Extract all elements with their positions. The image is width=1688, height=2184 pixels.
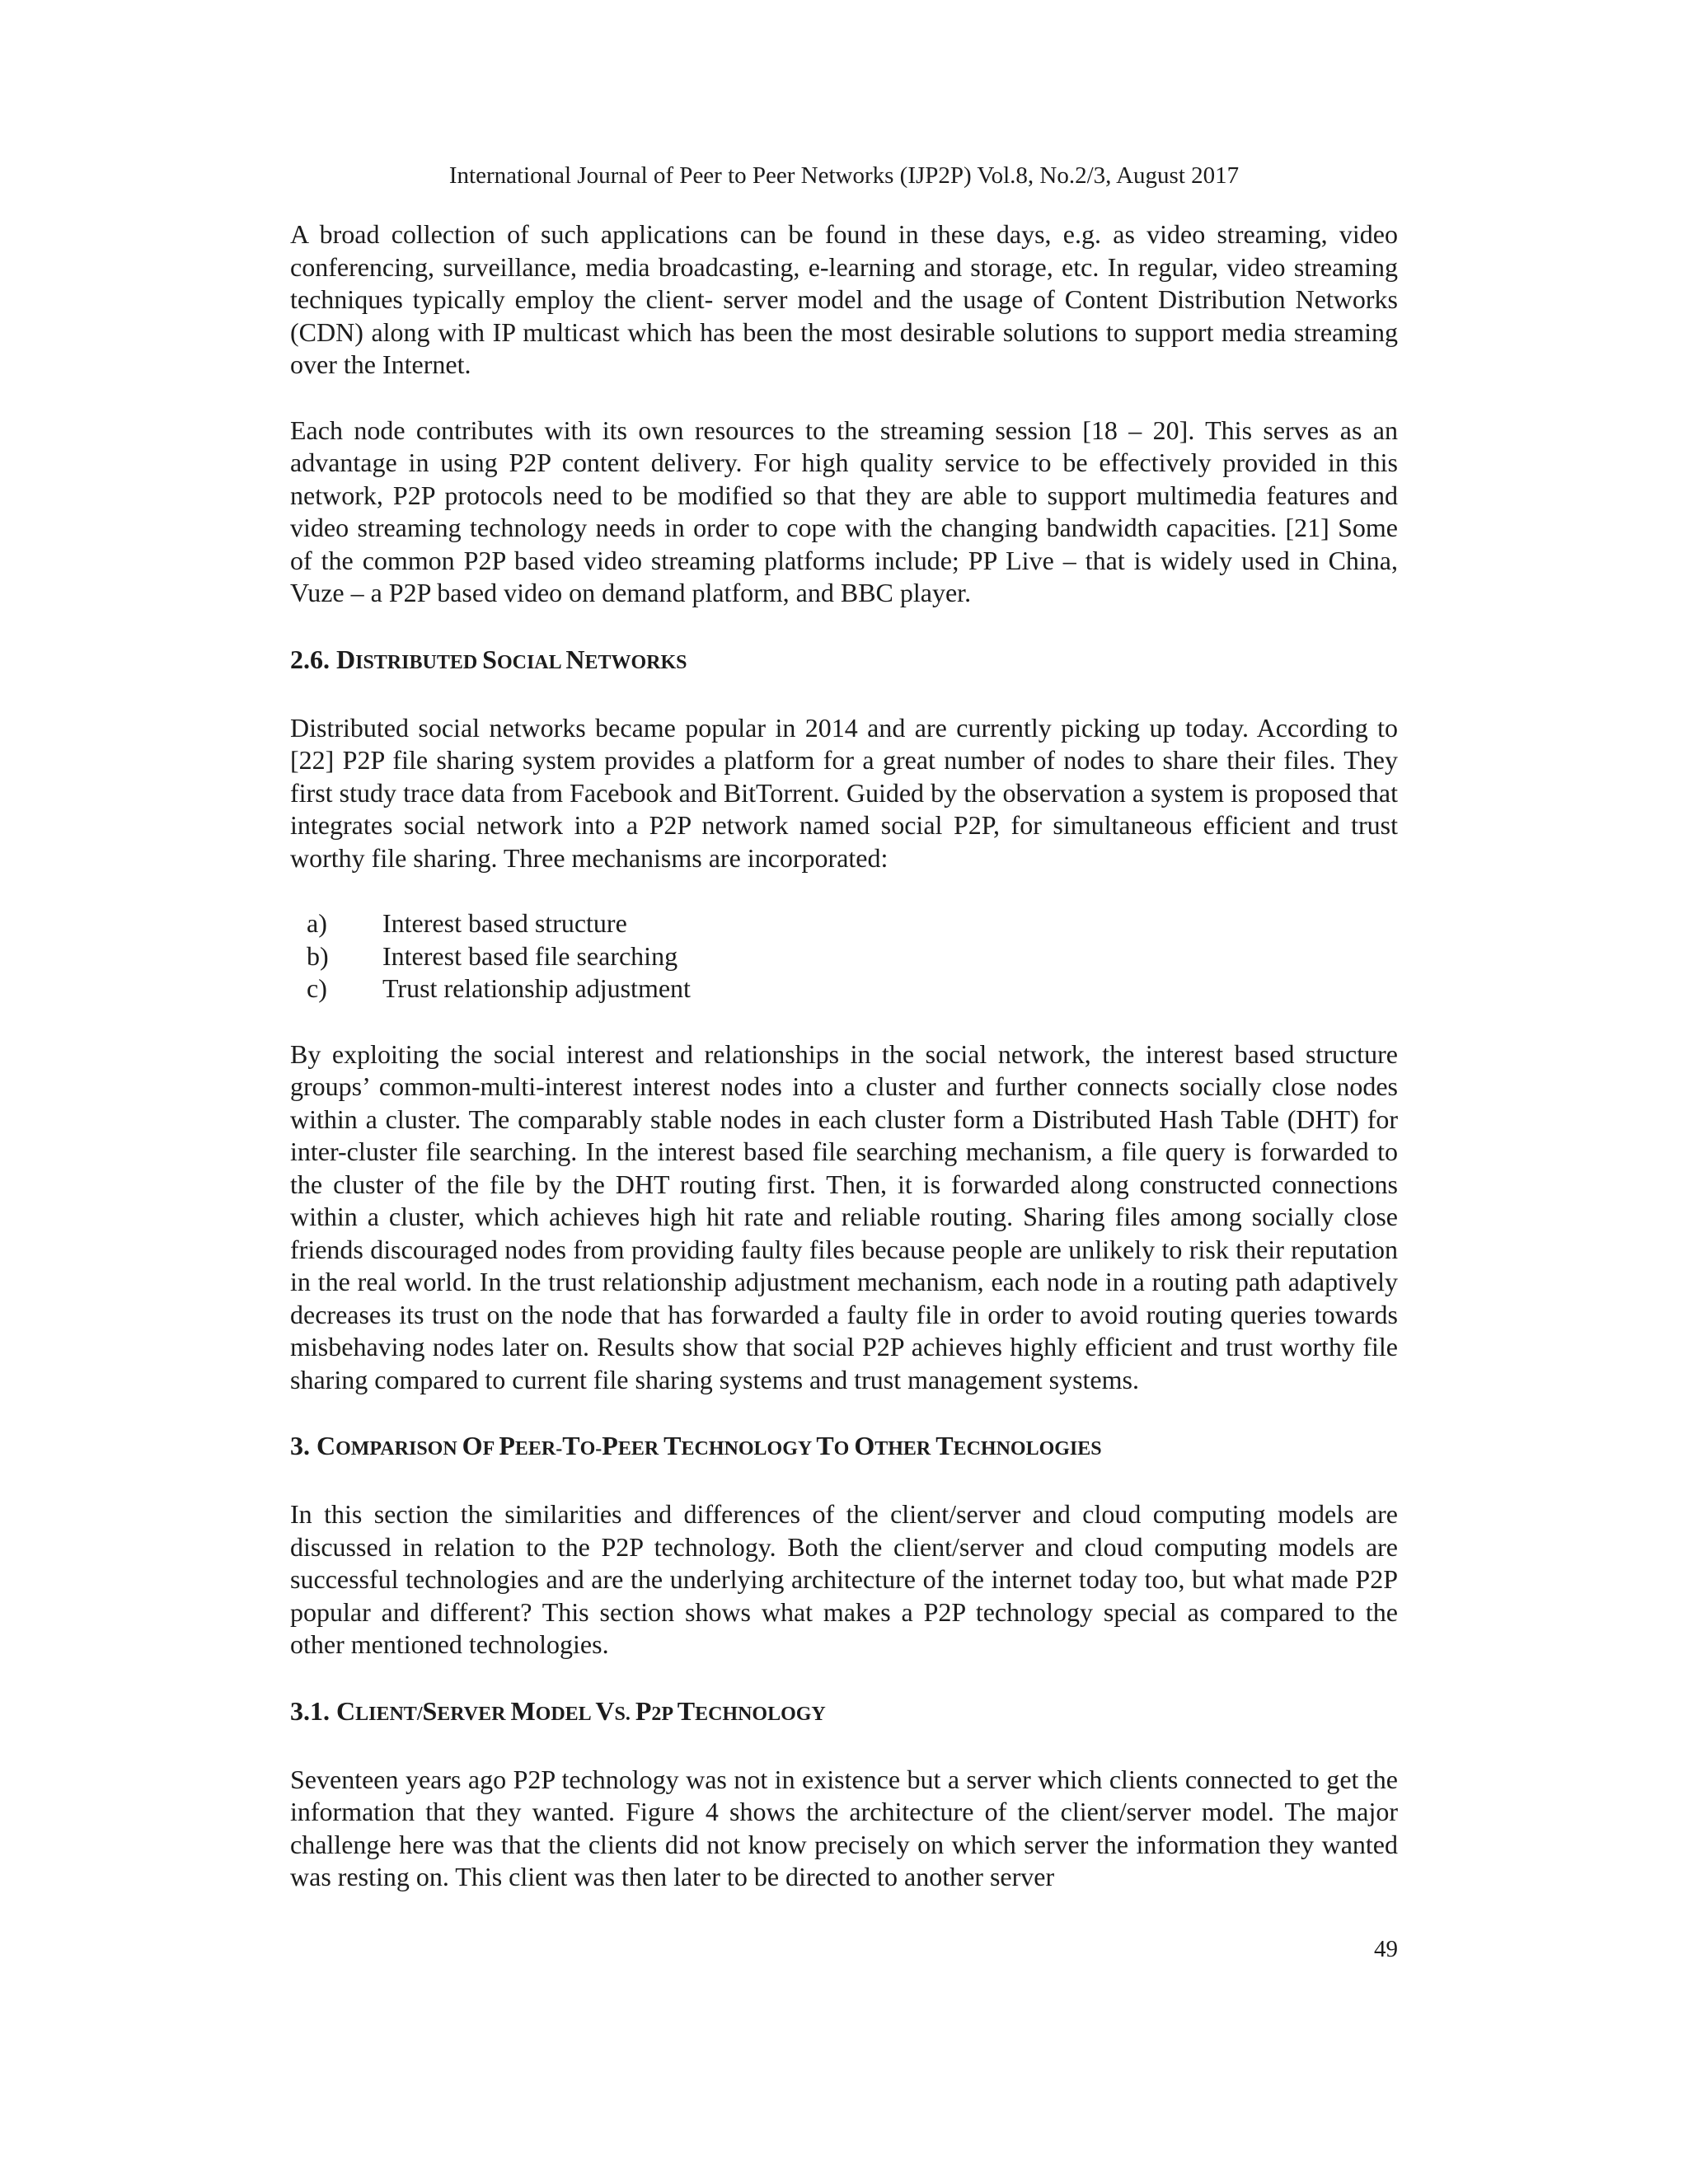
paragraph-comparison-intro: In this section the similarities and differences of the client/server and cloud computing models are discussed in relation to the P2P technology. Both the client/server and cloud computing models are successful technologies and are the underlying architecture of the internet today too, but what made P2P popular and different? This section shows what makes a P2P technology special as compared to the other mentioned technologies. — [290, 1499, 1398, 1659]
list-item-text: Interest based file searching — [382, 940, 678, 971]
section-number: 3.1. — [290, 1695, 330, 1726]
paragraph-social-p2p-mechanisms: By exploiting the social interest and relationships in the social network, the interest based structure groups’ common-multi-interest interest nodes into a cluster and further connects socially close nodes within a cluster. The comparably stable nodes in each cluster form a Distributed Hash Table (DHT) for inter-cluster file searching. In the interest based file searching mechanism, a file query is forwarded to the cluster of the file by the DHT routing first. Then, it is forwarded along constructed connections within a cluster, which achieves high hit rate and reliable routing. Sharing files among socially close friends discouraged nodes from providing faulty files because people are unlikely to risk their reputation in the real world. In the trust relationship adjustment mechanism, each node in a routing path adaptively decreases its trust on the node that has forwarded a faulty file in order to avoid routing queries towards misbehaving nodes later on. Results show that social P2P achieves highly efficient and trust worthy file sharing compared to current file sharing systems and trust management systems. — [290, 1038, 1398, 1394]
list-marker: a) — [307, 908, 327, 938]
paragraph-client-server-history: Seventeen years ago P2P technology was not in existence but a server which clients connected to get the information that they wanted. Figure 4 shows the architecture of the client/server model. The major challenge here was that the clients did not know precisely on which server the information they wanted was resting on. This client was then later to be directed to another server — [290, 1764, 1398, 1891]
list-item — [307, 907, 1398, 940]
list-item — [307, 972, 1398, 1005]
section-title: CLIENT/SERVER MODEL VS. P2P TECHNOLOGY — [336, 1695, 826, 1726]
article-body — [290, 218, 1398, 1927]
section-number: 3. — [290, 1431, 310, 1460]
paragraph-video-streaming-applications: A broad collection of such applications can be found in these days, e.g. as video streaming, video conferencing, surveillance, media broadcasting, e-learning and storage, etc. In regular, video streaming techniques typically employ the client- server model and the usage of Content Distribution Networks (CDN) along with IP multicast which has been the most desirable solutions to support media streaming over the Internet. — [290, 219, 1398, 379]
list-item — [307, 940, 1398, 973]
page-number: 49 — [1374, 1936, 1398, 1962]
running-header: International Journal of Peer to Peer Networks (IJP2P) Vol.8, No.2/3, August 2017 — [448, 162, 1240, 189]
paragraph-distributed-social-networks: Distributed social networks became popular in 2014 and are currently picking up today. According to [22] P2P file sharing system provides a platform for a great number of nodes to share their files. They first study trace data from Facebook and BitTorrent. Guided by the observation a system is proposed that integrates social network into a P2P network named social P2P, for simultaneous efficient and trust worthy file sharing. Three mechanisms are incorporated: — [290, 712, 1398, 873]
list-item-text: Interest based structure — [382, 908, 627, 938]
section-heading-3-1 — [290, 1694, 1398, 1731]
paragraph-node-resources: Each node contributes with its own resources to the streaming session [18 – 20]. This serves as an advantage in using P2P content delivery. For high quality service to be effectively provided in this network, P2P protocols need to be modified so that they are able to support multimedia features and video streaming technology needs in order to cope with the changing bandwidth capacities. [21] Some of the common P2P based video streaming platforms include; PP Live – that is widely used in China, Vuze – a P2P based video on demand platform, and BBC player. — [290, 415, 1398, 607]
section-title: COMPARISON OF PEER-TO-PEER TECHNOLOGY TO OTHER TECHNOLOGIES — [316, 1431, 1102, 1460]
section-number: 2.6. — [290, 644, 330, 674]
list-marker: b) — [307, 940, 329, 971]
list-marker: c) — [307, 973, 327, 1003]
list-item-text: Trust relationship adjustment — [382, 973, 691, 1003]
section-heading-2-6 — [290, 643, 1398, 679]
mechanisms-list — [290, 907, 1398, 1005]
section-heading-3 — [290, 1429, 1398, 1465]
section-title: DISTRIBUTED SOCIAL NETWORKS — [336, 644, 687, 674]
